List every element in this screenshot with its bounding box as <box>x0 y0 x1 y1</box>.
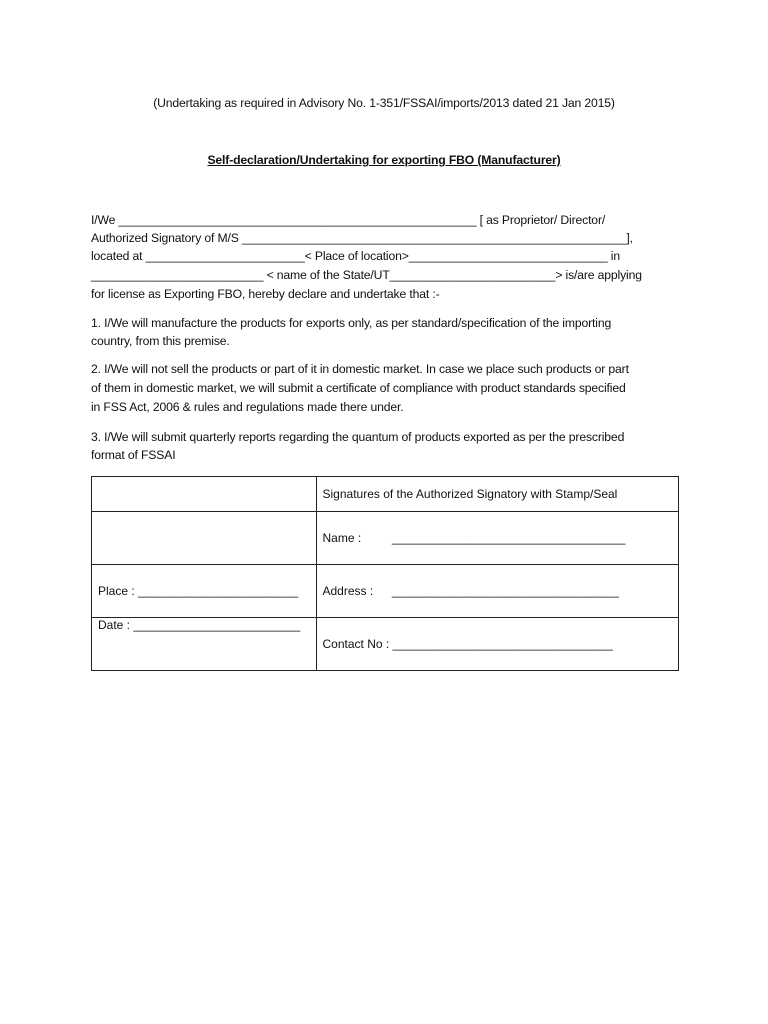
contact-field[interactable]: _________________________________ <box>392 637 613 651</box>
clause-3-line: 3. I/We will submit quarterly reports regarding the quantum of products exported as per the prescribed <box>91 430 625 444</box>
place-cell <box>92 565 317 618</box>
empty-cell <box>92 477 317 512</box>
date-field[interactable]: _________________________ <box>133 618 301 632</box>
signature-header-cell <box>316 477 679 512</box>
advisory-note: (Undertaking as required in Advisory No. 1-351/FSSAI/imports/2013 dated 21 Jan 2015) <box>153 96 615 110</box>
address-label: Address : <box>322 584 374 598</box>
signature-table <box>91 476 679 671</box>
declaration-line: located at ________________________< Place of location>______________________________ in <box>91 249 620 263</box>
document-title: Self-declaration/Undertaking for exporting FBO (Manufacturer) <box>207 153 561 167</box>
address-cell <box>316 565 679 618</box>
declaration-line: I/We ______________________________________________________ [ as Proprietor/ Director/ <box>91 213 606 227</box>
declaration-line: Authorized Signatory of M/S __________________________________________________________], <box>91 231 633 245</box>
address-field[interactable]: __________________________________ <box>391 584 619 598</box>
place-label: Place : <box>98 584 135 598</box>
clause-3-line: format of FSSAI <box>91 448 176 462</box>
clause-1-line: 1. I/We will manufacture the products for exports only, as per standard/specification of the importing <box>91 316 612 330</box>
declaration-line: for license as Exporting FBO, hereby declare and undertake that :- <box>91 287 440 301</box>
contact-cell <box>316 618 679 671</box>
name-label: Name : <box>322 531 362 545</box>
clause-2-line: in FSS Act, 2006 & rules and regulations made there under. <box>91 400 404 414</box>
clause-2-line: 2. I/We will not sell the products or part of it in domestic market. In case we place such products or part <box>91 362 629 376</box>
name-cell <box>316 512 679 565</box>
name-field[interactable]: ___________________________________ <box>391 531 626 545</box>
date-cell <box>92 618 317 671</box>
clause-2-line: of them in domestic market, we will submit a certificate of compliance with product standards specified <box>91 381 626 395</box>
clause-1-line: country, from this premise. <box>91 334 230 348</box>
place-field[interactable]: ________________________ <box>138 584 299 598</box>
signature-header: Signatures of the Authorized Signatory with Stamp/Seal <box>322 487 618 501</box>
declaration-line: __________________________ < name of the State/UT_________________________> is/are applying <box>91 268 642 282</box>
date-label: Date : <box>98 618 131 632</box>
empty-cell <box>92 512 317 565</box>
contact-label: Contact No : <box>322 637 390 651</box>
